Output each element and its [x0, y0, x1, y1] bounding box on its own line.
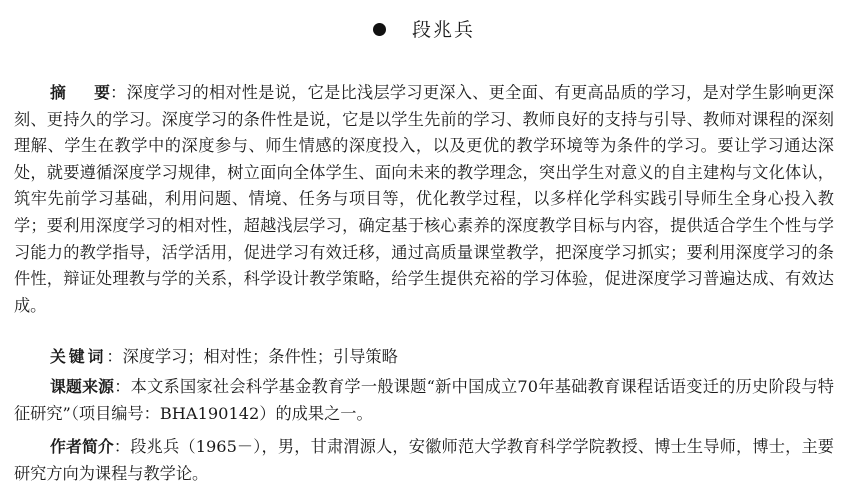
abstract-label-part2: 要	[94, 83, 111, 102]
keywords-label: 关键词	[50, 347, 107, 366]
keywords-paragraph	[14, 344, 834, 371]
project-source-text: ：本文系国家社会科学基金教育学一般课题“新中国成立70年基础教育课程话语变迁的历史阶段与特征研究”（项目编号：BHA190142）的成果之一。	[14, 377, 834, 423]
keywords-indent	[14, 347, 106, 366]
project-indent	[14, 377, 114, 396]
abstract-label	[50, 83, 110, 102]
keywords-text: ：深度学习；相对性；条件性；引导策略	[106, 347, 398, 366]
bullet-icon	[373, 23, 386, 36]
abstract-text: ：深度学习的相对性是说，它是比浅层学习更深入、更全面、有更高品质的学习，是对学生影响更深刻、更持久的学习。深度学习的条件性是说，它是以学生先前的学习、教师良好的支持与引导、教师对课程的深刻理解、学生在教学中的深度参与、师生情感的深度投入，以及更优的教学环境等为条件的学习。要让学习通达深处，就要遵循深度学习规律，树立面向全体学生、面向未来的教学理念，突出学生对意义的自主建构与文化体认，筑牢先前学习基础，利用问题、情境、任务与项目等，优化教学过程，以多样化学科实践引导师生全身心投入教学；要利用深度学习的相对性，超越浅层学习，确定基于核心素养的深度教学目标与内容，提供适合学生个性与学习能力的教学指导，活学活用，促进学习有效迁移，通过高质量课堂教学，把深度学习抓实；要利用深度学习的条件性，辩证处理教与学的关系，科学设计教学策略，给学生提供充裕的学习体验，促进深度学习普遍达成、有效达成。	[14, 83, 834, 315]
project-source-paragraph	[14, 374, 834, 427]
author-bio-paragraph	[14, 434, 834, 487]
author-bio-text: ：段兆兵（1965－），男，甘肃渭源人，安徽师范大学教育科学学院教授、博士生导师，博士，主要研究方向为课程与教学论。	[14, 437, 834, 483]
abstract-indent	[14, 83, 110, 102]
author-heading	[0, 16, 848, 44]
author-name: 段兆兵	[411, 19, 475, 41]
project-source-label: 课题来源	[50, 377, 115, 396]
abstract-label-part1: 摘	[50, 83, 95, 102]
abstract-paragraph	[14, 80, 834, 319]
author-bio-label: 作者简介	[50, 437, 114, 456]
bio-indent	[14, 437, 114, 456]
